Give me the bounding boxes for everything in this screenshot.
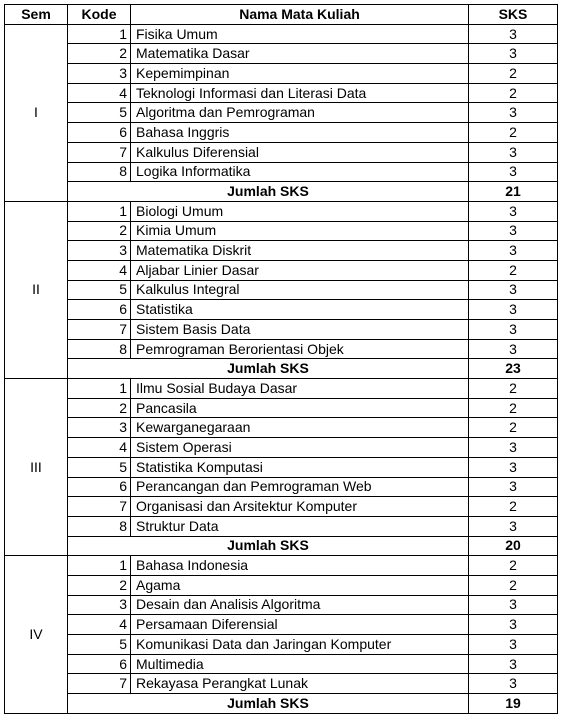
course-sks: 3 [469,201,558,221]
course-name: Pemrograman Berorientasi Objek [131,339,469,359]
course-sks: 3 [469,320,558,340]
course-sks: 2 [469,64,558,84]
table-row [5,142,558,162]
course-code: 1 [68,201,131,221]
course-code: 5 [68,457,131,477]
table-row [5,241,558,261]
table-row [5,398,558,418]
course-code: 1 [68,24,131,44]
course-code: 6 [68,477,131,497]
course-sks: 3 [469,635,558,655]
course-sks: 3 [469,300,558,320]
course-code: 8 [68,516,131,536]
header-kode: Kode [68,5,131,25]
semester-label: II [5,201,68,378]
course-code: 6 [68,123,131,143]
course-name: Perancangan dan Pemrograman Web [131,477,469,497]
table-row [5,438,558,458]
course-code: 1 [68,556,131,576]
course-sks: 3 [469,24,558,44]
course-code: 3 [68,595,131,615]
table-row [5,123,558,143]
table-row [5,320,558,340]
course-code: 4 [68,615,131,635]
course-code: 7 [68,497,131,517]
course-name: Kalkulus Integral [131,280,469,300]
course-code: 8 [68,162,131,182]
table-row [5,162,558,182]
total-row [5,536,558,556]
header-sks: SKS [469,5,558,25]
course-name: Bahasa Inggris [131,123,469,143]
course-sks: 3 [469,221,558,241]
table-row [5,418,558,438]
table-row [5,615,558,635]
course-code: 4 [68,83,131,103]
total-row [5,694,558,714]
course-code: 7 [68,674,131,694]
course-name: Multimedia [131,654,469,674]
course-name: Kepemimpinan [131,64,469,84]
table-row [5,654,558,674]
total-row [5,182,558,202]
course-name: Logika Informatika [131,162,469,182]
course-sks: 3 [469,103,558,123]
course-sks: 2 [469,83,558,103]
course-name: Fisika Umum [131,24,469,44]
course-sks: 2 [469,575,558,595]
course-name: Pancasila [131,398,469,418]
course-name: Algoritma dan Pemrograman [131,103,469,123]
course-name: Ilmu Sosial Budaya Dasar [131,379,469,399]
course-name: Biologi Umum [131,201,469,221]
table-row [5,24,558,44]
total-label: Jumlah SKS [68,694,469,714]
course-sks: 3 [469,615,558,635]
total-label: Jumlah SKS [68,359,469,379]
course-name: Statistika [131,300,469,320]
table-row [5,221,558,241]
course-sks: 3 [469,595,558,615]
table-row [5,44,558,64]
total-label: Jumlah SKS [68,182,469,202]
course-code: 3 [68,241,131,261]
course-sks: 3 [469,142,558,162]
course-name: Struktur Data [131,516,469,536]
course-code: 5 [68,635,131,655]
course-sks: 3 [469,457,558,477]
course-code: 3 [68,418,131,438]
course-sks: 3 [469,280,558,300]
table-row [5,379,558,399]
table-row [5,635,558,655]
table-row [5,457,558,477]
course-code: 4 [68,438,131,458]
table-row [5,477,558,497]
course-name: Organisasi dan Arsitektur Komputer [131,497,469,517]
table-row [5,280,558,300]
semester-label: IV [5,556,68,714]
course-name: Teknologi Informasi dan Literasi Data [131,83,469,103]
course-sks: 3 [469,339,558,359]
course-name: Agama [131,575,469,595]
course-code: 8 [68,339,131,359]
course-code: 6 [68,300,131,320]
course-code: 2 [68,44,131,64]
course-code: 7 [68,142,131,162]
table-row [5,497,558,517]
course-code: 7 [68,320,131,340]
course-sks: 3 [469,241,558,261]
course-sks: 2 [469,418,558,438]
header-row [5,5,558,25]
course-sks: 3 [469,162,558,182]
table-row [5,516,558,536]
course-name: Statistika Komputasi [131,457,469,477]
course-code: 2 [68,575,131,595]
course-code: 5 [68,103,131,123]
table-row [5,595,558,615]
course-name: Kimia Umum [131,221,469,241]
course-name: Matematika Diskrit [131,241,469,261]
table-row [5,556,558,576]
table-body [5,24,558,713]
course-name: Kewarganegaraan [131,418,469,438]
table-row [5,201,558,221]
total-row [5,359,558,379]
course-sks: 3 [469,44,558,64]
course-sks: 2 [469,123,558,143]
total-sks: 21 [469,182,558,202]
course-sks: 2 [469,556,558,576]
course-name: Desain dan Analisis Algoritma [131,595,469,615]
table-row [5,575,558,595]
course-name: Aljabar Linier Dasar [131,260,469,280]
course-code: 5 [68,280,131,300]
course-name: Sistem Basis Data [131,320,469,340]
course-name: Rekayasa Perangkat Lunak [131,674,469,694]
curriculum-table [4,4,558,714]
table-row [5,300,558,320]
course-code: 4 [68,260,131,280]
table-row [5,260,558,280]
course-sks: 2 [469,260,558,280]
table-row [5,64,558,84]
header-sem: Sem [5,5,68,25]
course-name: Sistem Operasi [131,438,469,458]
total-sks: 19 [469,694,558,714]
course-name: Bahasa Indonesia [131,556,469,576]
table-row [5,103,558,123]
table-row [5,339,558,359]
course-sks: 3 [469,516,558,536]
header-nama: Nama Mata Kuliah [131,5,469,25]
course-code: 2 [68,221,131,241]
course-name: Kalkulus Diferensial [131,142,469,162]
course-sks: 2 [469,379,558,399]
course-sks: 3 [469,674,558,694]
course-sks: 2 [469,497,558,517]
semester-label: I [5,24,68,201]
course-sks: 3 [469,438,558,458]
total-sks: 23 [469,359,558,379]
course-sks: 3 [469,654,558,674]
total-sks: 20 [469,536,558,556]
course-code: 3 [68,64,131,84]
course-sks: 3 [469,477,558,497]
table-row [5,674,558,694]
course-code: 1 [68,379,131,399]
course-name: Persamaan Diferensial [131,615,469,635]
course-code: 2 [68,398,131,418]
course-sks: 2 [469,398,558,418]
course-code: 6 [68,654,131,674]
course-name: Matematika Dasar [131,44,469,64]
semester-label: III [5,379,68,556]
total-label: Jumlah SKS [68,536,469,556]
table-row [5,83,558,103]
course-name: Komunikasi Data dan Jaringan Komputer [131,635,469,655]
